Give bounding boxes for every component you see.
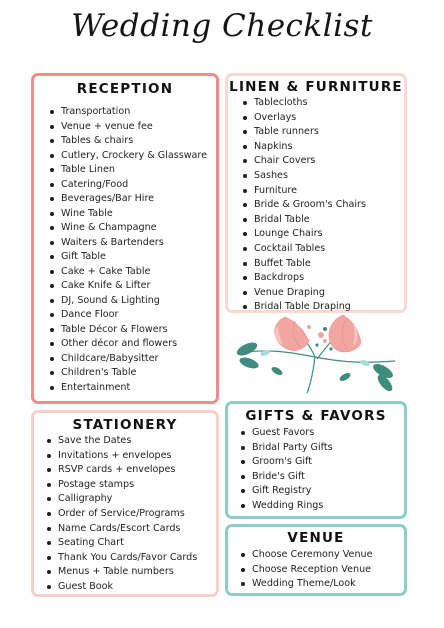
reception-item: Catering/Food	[61, 178, 216, 193]
stationery-item: Guest Book	[58, 580, 216, 595]
stationery-item: Save the Dates	[58, 434, 216, 449]
gifts-favors-list	[252, 426, 404, 514]
gifts-favors-card	[225, 401, 407, 519]
reception-item: Cake + Cake Table	[61, 265, 216, 280]
reception-item: Venue + venue fee	[61, 120, 216, 135]
venue-item: Choose Reception Venue	[252, 563, 404, 578]
stationery-item: Order of Service/Programs	[58, 507, 216, 522]
reception-item: Dance Floor	[61, 308, 216, 323]
reception-item: Cutlery, Crockery & Glassware	[61, 149, 216, 164]
stationery-item: Name Cards/Escort Cards	[58, 522, 216, 537]
gifts-favors-item: Bride's Gift	[252, 470, 404, 485]
reception-card	[31, 73, 219, 404]
linen-furniture-item: Furniture	[254, 184, 404, 199]
reception-item: Table Décor & Flowers	[61, 323, 216, 338]
gifts-favors-item: Bridal Party Gifts	[252, 441, 404, 456]
reception-item: Wine Table	[61, 207, 216, 222]
reception-item: Children's Table	[61, 366, 216, 381]
stationery-heading: STATIONERY	[72, 417, 178, 433]
reception-list	[61, 105, 216, 395]
venue-list	[252, 548, 404, 592]
linen-furniture-list	[254, 96, 404, 315]
venue-item: Wedding Theme/Look	[252, 577, 404, 592]
reception-heading: RECEPTION	[76, 81, 174, 97]
venue-card	[225, 524, 407, 596]
reception-item: Tables & chairs	[61, 134, 216, 149]
gifts-favors-item: Wedding Rings	[252, 499, 404, 514]
stationery-item: Calligraphy	[58, 492, 216, 507]
linen-furniture-item: Buffet Table	[254, 257, 404, 272]
linen-furniture-item: Napkins	[254, 140, 404, 155]
linen-furniture-item: Table runners	[254, 125, 404, 140]
reception-item: Gift Table	[61, 250, 216, 265]
reception-item: Cake Knife & Lifter	[61, 279, 216, 294]
floral-illustration-icon	[225, 313, 407, 401]
reception-item: Waiters & Bartenders	[61, 236, 216, 251]
gifts-favors-item: Gift Registry	[252, 484, 404, 499]
page-title: Wedding Checklist	[71, 8, 373, 44]
reception-item: Childcare/Babysitter	[61, 352, 216, 367]
gifts-favors-heading: GIFTS & FAVORS	[245, 408, 387, 424]
stationery-item: Thank You Cards/Favor Cards	[58, 551, 216, 566]
stationery-card	[31, 410, 219, 597]
linen-furniture-item: Venue Draping	[254, 286, 404, 301]
linen-furniture-item: Sashes	[254, 169, 404, 184]
linen-furniture-item: Tablecloths	[254, 96, 404, 111]
linen-furniture-item: Bridal Table	[254, 213, 404, 228]
stationery-item: Postage stamps	[58, 478, 216, 493]
linen-furniture-item: Bridal Table Draping	[254, 300, 404, 315]
linen-furniture-card	[225, 73, 407, 313]
reception-item: Wine & Champagne	[61, 221, 216, 236]
stationery-item: Menus + Table numbers	[58, 565, 216, 580]
reception-item: Other décor and flowers	[61, 337, 216, 352]
linen-furniture-heading: LINEN & FURNITURE	[229, 79, 403, 95]
reception-item: DJ, Sound & Lighting	[61, 294, 216, 309]
reception-item: Table Linen	[61, 163, 216, 178]
reception-item: Transportation	[61, 105, 216, 120]
linen-furniture-item: Lounge Chairs	[254, 227, 404, 242]
venue-item: Choose Ceremony Venue	[252, 548, 404, 563]
reception-item: Entertainment	[61, 381, 216, 396]
stationery-item: RSVP cards + envelopes	[58, 463, 216, 478]
stationery-item: Seating Chart	[58, 536, 216, 551]
gifts-favors-item: Groom's Gift	[252, 455, 404, 470]
linen-furniture-item: Backdrops	[254, 271, 404, 286]
linen-furniture-item: Chair Covers	[254, 154, 404, 169]
reception-item: Beverages/Bar Hire	[61, 192, 216, 207]
linen-furniture-item: Cocktail Tables	[254, 242, 404, 257]
linen-furniture-item: Bride & Groom's Chairs	[254, 198, 404, 213]
venue-heading: VENUE	[287, 530, 345, 546]
linen-furniture-item: Overlays	[254, 111, 404, 126]
stationery-list	[58, 434, 216, 595]
gifts-favors-item: Guest Favors	[252, 426, 404, 441]
stationery-item: Invitations + envelopes	[58, 449, 216, 464]
